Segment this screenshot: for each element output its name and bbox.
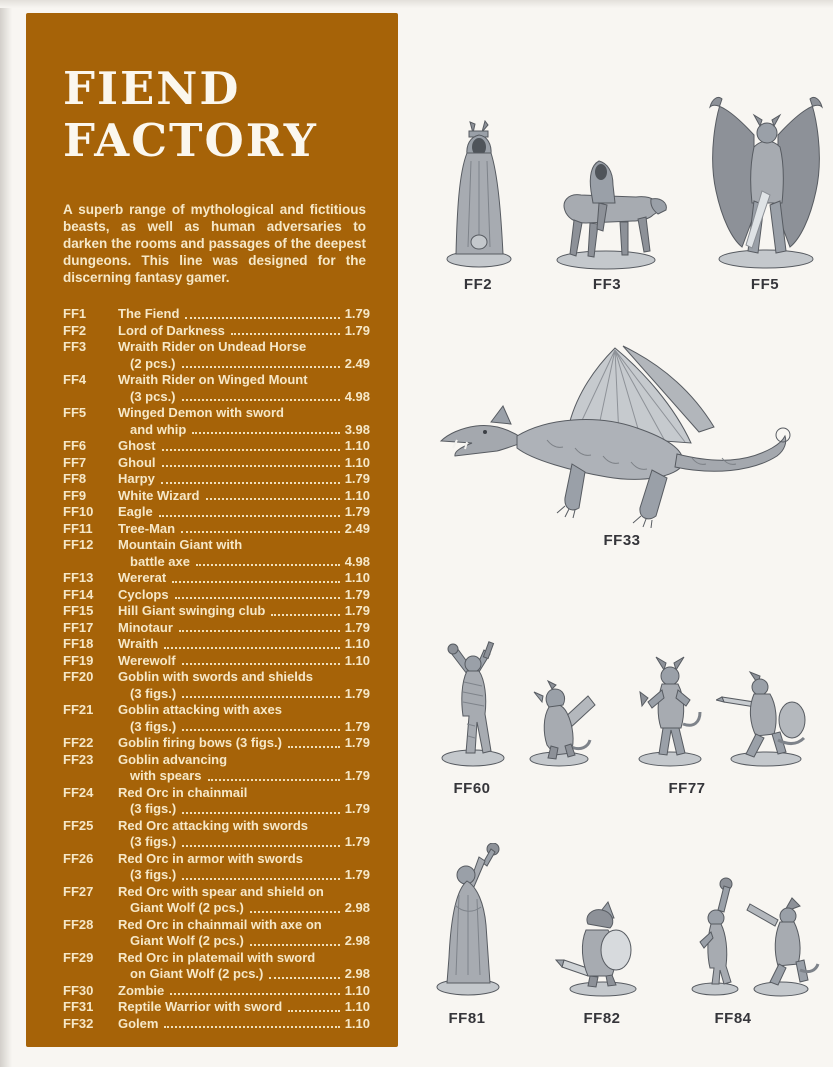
scan-top-shadow xyxy=(0,0,833,8)
dot-leader xyxy=(196,564,340,566)
dot-leader xyxy=(182,845,339,847)
item-code: FF15 xyxy=(63,603,94,618)
item-price: 1.10 xyxy=(344,982,370,998)
item-price: 1.79 xyxy=(344,322,370,338)
price-list-row xyxy=(63,636,370,653)
item-code: FF17 xyxy=(63,619,94,635)
scan-edge-shadow xyxy=(0,0,12,1067)
price-list-row xyxy=(63,867,370,884)
item-price: 2.98 xyxy=(344,933,370,948)
dot-leader xyxy=(288,746,340,748)
item-price: 1.79 xyxy=(344,586,370,602)
dot-leader xyxy=(161,482,340,484)
dot-leader xyxy=(175,597,340,599)
item-code: FF26 xyxy=(63,850,94,866)
price-list-row xyxy=(63,851,370,868)
item-price: 1.10 xyxy=(344,1015,370,1031)
item-name: Eagle xyxy=(118,504,153,519)
item-code: FF22 xyxy=(63,735,94,750)
price-list-row xyxy=(63,801,370,818)
item-name: Red Orc attacking with swords xyxy=(118,817,308,833)
item-name: Red Orc with spear and shield on xyxy=(118,883,324,899)
item-code: FF25 xyxy=(63,817,94,833)
price-list-row xyxy=(63,306,370,323)
item-code: FF11 xyxy=(63,520,93,536)
price-list-row xyxy=(63,339,370,356)
item-name: Red Orc in chainmail with axe on xyxy=(118,916,322,932)
miniature-photo-ff82 xyxy=(552,898,650,998)
item-code: FF5 xyxy=(63,405,87,420)
dot-leader xyxy=(208,779,340,781)
price-list-row xyxy=(63,900,370,917)
price-list-row xyxy=(63,603,370,620)
price-list-row xyxy=(63,917,370,934)
item-name: (2 pcs.) xyxy=(130,355,176,371)
item-price: 1.79 xyxy=(344,619,370,635)
price-list-row xyxy=(63,422,370,439)
item-name: Red Orc in platemail with sword xyxy=(118,949,316,965)
item-price: 1.79 xyxy=(344,768,370,783)
item-code: FF18 xyxy=(63,636,94,651)
item-name: (3 figs.) xyxy=(130,834,177,849)
dot-leader xyxy=(172,581,340,583)
item-name: Tree-Man xyxy=(118,520,176,536)
dot-leader xyxy=(182,729,339,731)
item-price: 1.10 xyxy=(344,487,370,503)
item-name: Red Orc in chainmail xyxy=(118,784,248,800)
item-price: 4.98 xyxy=(344,553,370,569)
item-code: FF20 xyxy=(63,669,94,684)
miniature-photo-ff3 xyxy=(540,150,672,270)
item-price: 1.79 xyxy=(344,735,370,750)
dot-leader xyxy=(271,614,339,616)
item-name: Red Orc in armor with swords xyxy=(118,850,303,866)
item-price: 1.10 xyxy=(344,652,370,668)
price-list-row xyxy=(63,785,370,802)
item-name: (3 figs.) xyxy=(130,718,177,734)
item-name: The Fiend xyxy=(118,306,180,321)
item-code: FF31 xyxy=(63,999,94,1014)
price-list-row xyxy=(63,818,370,835)
dot-leader xyxy=(170,993,339,995)
miniature-photo-horned-demon xyxy=(626,654,714,768)
item-price: 1.79 xyxy=(344,834,370,849)
price-list-row xyxy=(63,620,370,637)
item-price: 1.79 xyxy=(344,867,370,882)
dot-leader xyxy=(164,647,339,649)
item-name: Goblin with swords and shields xyxy=(118,669,314,684)
item-price: 1.79 xyxy=(344,471,370,486)
item-name: Wraith xyxy=(118,636,159,651)
dot-leader xyxy=(231,333,340,335)
item-name: Goblin firing bows (3 figs.) xyxy=(118,735,282,750)
item-price: 1.10 xyxy=(344,454,370,470)
price-list-row xyxy=(63,356,370,373)
item-price: 1.79 xyxy=(344,306,370,321)
item-code: FF7 xyxy=(63,454,87,470)
item-name: (3 figs.) xyxy=(130,867,177,882)
item-name: Winged Demon with sword xyxy=(118,405,284,420)
item-name: with spears xyxy=(130,768,202,783)
item-code: FF2 xyxy=(63,322,87,338)
item-price: 1.79 xyxy=(344,685,370,701)
dot-leader xyxy=(182,366,340,368)
price-list-row xyxy=(63,702,370,719)
figure-label-ff77: FF77 xyxy=(668,780,706,797)
item-code: FF4 xyxy=(63,372,87,387)
page-title-line1: FIEND xyxy=(63,62,241,115)
item-name: Zombie xyxy=(118,982,165,998)
price-list-row xyxy=(63,488,370,505)
item-name: Lord of Darkness xyxy=(118,322,225,338)
price-list-row xyxy=(63,884,370,901)
price-list-row xyxy=(63,669,370,686)
item-code: FF32 xyxy=(63,1015,94,1031)
item-name: Ghoul xyxy=(118,454,156,470)
item-code: FF10 xyxy=(63,504,94,519)
item-name: Harpy xyxy=(118,471,155,486)
item-price: 1.10 xyxy=(344,636,370,651)
price-list-row xyxy=(63,653,370,670)
dot-leader xyxy=(179,630,340,632)
item-name: Werewolf xyxy=(118,652,176,668)
price-list-row xyxy=(63,983,370,1000)
item-code: FF28 xyxy=(63,916,94,932)
dot-leader xyxy=(181,531,340,533)
price-list-row xyxy=(63,752,370,769)
item-name: Goblin advancing xyxy=(118,751,228,767)
intro-paragraph: A superb range of mythological and fictitious beasts, as well as human adversaries to darken the rooms and passages of the deepest dungeons. This line was designed for the discerning fantasy gamer. xyxy=(63,202,366,285)
price-list-row xyxy=(63,405,370,422)
dot-leader xyxy=(182,663,340,665)
item-name: battle axe xyxy=(130,553,190,569)
item-name: Minotaur xyxy=(118,619,173,635)
item-code: FF27 xyxy=(63,883,94,899)
item-name: Cyclops xyxy=(118,586,169,602)
dot-leader xyxy=(164,1026,339,1028)
price-list-row xyxy=(63,933,370,950)
item-price: 1.10 xyxy=(344,570,370,585)
page-title-line2: FACTORY xyxy=(63,114,318,167)
item-name: Wererat xyxy=(118,570,167,585)
dot-leader xyxy=(159,515,340,517)
item-name: (3 pcs.) xyxy=(130,388,176,404)
price-list-row xyxy=(63,372,370,389)
price-list-row xyxy=(63,768,370,785)
price-panel xyxy=(26,13,398,1047)
miniature-photo-ff60 xyxy=(432,640,514,768)
dot-leader xyxy=(162,465,340,467)
price-list-row xyxy=(63,735,370,752)
item-code: FF29 xyxy=(63,949,94,965)
figure-label-ff84: FF84 xyxy=(714,1010,752,1027)
item-name: Golem xyxy=(118,1015,159,1031)
price-list-row xyxy=(63,1016,370,1033)
item-price: 2.49 xyxy=(344,355,370,371)
item-price: 1.10 xyxy=(344,438,370,453)
item-name: Reptile Warrior with sword xyxy=(118,999,283,1014)
price-list-row xyxy=(63,471,370,488)
item-price: 2.98 xyxy=(344,900,370,915)
item-price: 1.79 xyxy=(344,801,370,816)
miniature-photo-ff33 xyxy=(427,336,799,533)
item-code: FF24 xyxy=(63,784,94,800)
dot-leader xyxy=(182,399,340,401)
item-price: 2.98 xyxy=(344,966,370,981)
dot-leader xyxy=(182,812,339,814)
price-list-row xyxy=(63,389,370,406)
item-name: White Wizard xyxy=(118,487,200,503)
figure-label-ff33: FF33 xyxy=(603,532,641,549)
dot-leader xyxy=(250,911,340,913)
item-code: FF1 xyxy=(63,306,87,321)
figure-label-ff81: FF81 xyxy=(448,1010,486,1027)
price-list-row xyxy=(63,999,370,1016)
item-name: on Giant Wolf (2 pcs.) xyxy=(130,966,264,981)
figure-label-ff5: FF5 xyxy=(750,276,780,293)
miniature-photo-ff84-left xyxy=(684,876,746,998)
miniature-photo-ff2 xyxy=(436,120,522,270)
item-name: Giant Wolf (2 pcs.) xyxy=(130,900,244,915)
miniature-photo-ff84-right xyxy=(742,888,820,998)
item-code: FF30 xyxy=(63,982,94,998)
dot-leader xyxy=(192,432,339,434)
item-code: FF12 xyxy=(63,537,94,552)
miniature-photo-ff81 xyxy=(427,843,509,997)
figure-label-ff82: FF82 xyxy=(583,1010,621,1027)
price-list xyxy=(63,306,370,1032)
item-price: 2.49 xyxy=(344,520,370,536)
item-price: 4.98 xyxy=(344,388,370,404)
item-price: 1.79 xyxy=(344,504,370,519)
dot-leader xyxy=(250,944,340,946)
item-code: FF14 xyxy=(63,586,94,602)
miniature-photo-lizardman xyxy=(716,658,816,768)
price-list-row xyxy=(63,521,370,538)
item-code: FF13 xyxy=(63,570,94,585)
dot-leader xyxy=(185,317,339,319)
item-code: FF8 xyxy=(63,471,87,486)
item-name: (3 figs.) xyxy=(130,685,177,701)
price-list-row xyxy=(63,686,370,703)
item-code: FF3 xyxy=(63,339,87,354)
item-name: Ghost xyxy=(118,438,156,453)
price-list-row xyxy=(63,323,370,340)
dot-leader xyxy=(182,696,339,698)
item-price: 1.79 xyxy=(344,718,370,734)
price-list-row xyxy=(63,587,370,604)
dot-leader xyxy=(162,449,340,451)
price-list-row xyxy=(63,554,370,571)
dot-leader xyxy=(269,977,339,979)
price-list-row xyxy=(63,455,370,472)
item-name: and whip xyxy=(130,421,187,437)
item-name: Wraith Rider on Undead Horse xyxy=(118,339,307,354)
item-name: Hill Giant swinging club xyxy=(118,603,266,618)
item-name: (3 figs.) xyxy=(130,801,177,816)
dot-leader xyxy=(288,1010,339,1012)
item-code: FF19 xyxy=(63,652,94,668)
dot-leader xyxy=(182,878,339,880)
price-list-row xyxy=(63,966,370,983)
page-title xyxy=(63,63,370,167)
figure-label-ff60: FF60 xyxy=(453,780,491,797)
miniature-photo-wererat xyxy=(518,666,600,768)
price-list-row xyxy=(63,504,370,521)
price-list-row xyxy=(63,438,370,455)
item-name: Goblin attacking with axes xyxy=(118,702,282,717)
price-list-row xyxy=(63,537,370,554)
price-list-row xyxy=(63,950,370,967)
dot-leader xyxy=(206,498,340,500)
item-name: Mountain Giant with xyxy=(118,537,243,552)
item-code: FF21 xyxy=(63,702,94,717)
figure-label-ff3: FF3 xyxy=(592,276,622,293)
item-code: FF9 xyxy=(63,487,87,503)
item-name: Giant Wolf (2 pcs.) xyxy=(130,933,244,948)
item-code: FF23 xyxy=(63,751,94,767)
item-name: Wraith Rider on Winged Mount xyxy=(118,372,308,387)
price-list-row xyxy=(63,570,370,587)
item-code: FF6 xyxy=(63,438,87,453)
price-list-row xyxy=(63,719,370,736)
item-price: 1.10 xyxy=(344,999,370,1014)
item-price: 1.79 xyxy=(344,603,370,618)
figure-label-ff2: FF2 xyxy=(463,276,493,293)
miniature-photo-ff5 xyxy=(700,93,832,270)
item-price: 3.98 xyxy=(344,421,370,437)
price-list-row xyxy=(63,834,370,851)
